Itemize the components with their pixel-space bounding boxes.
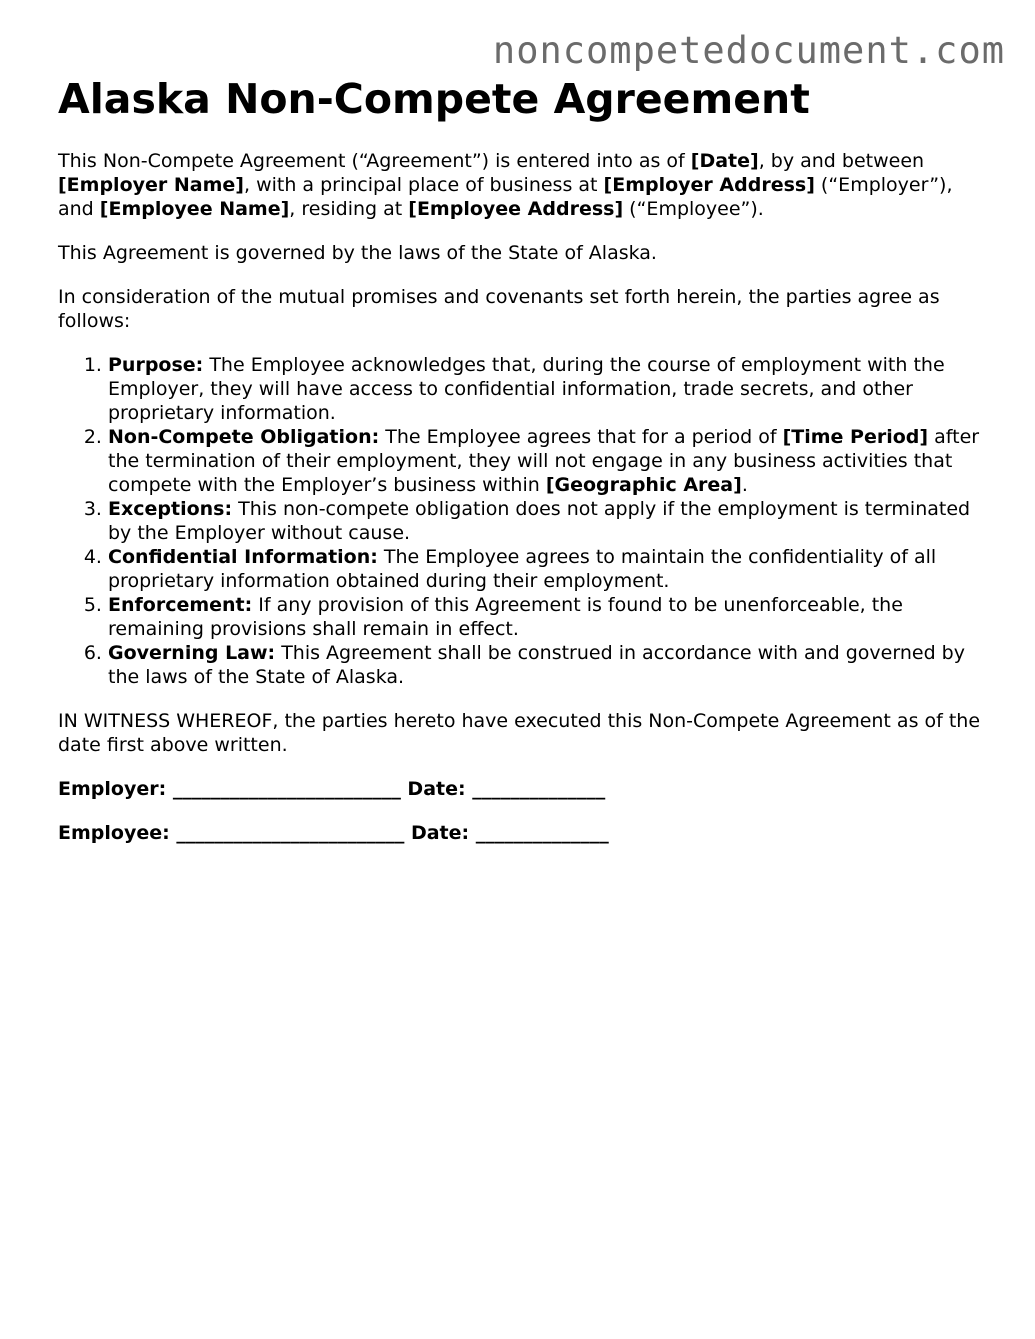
employer-name-placeholder: [Employer Name] <box>58 174 244 196</box>
clause-item <box>108 545 988 593</box>
employer-signature-blank: ________________________ <box>172 778 401 800</box>
clause-item <box>108 425 988 497</box>
clause-text: This non-compete obligation does not apply if the employment is terminated by the Employer without cause. <box>108 498 971 544</box>
employer-date-blank: ______________ <box>472 778 606 800</box>
watermark: noncompetedocument.com <box>492 29 1005 72</box>
employer-label: Employer: <box>58 778 173 800</box>
clause-text: The Employee agrees that for a period of <box>379 426 783 448</box>
consideration-paragraph: In consideration of the mutual promises and covenants set forth herein, the parties agree as follows: <box>58 286 940 332</box>
governing-statement: This Agreement is governed by the laws of the State of Alaska. <box>58 242 657 264</box>
employee-name-placeholder: [Employee Name] <box>99 198 290 220</box>
geographic-area-placeholder: [Geographic Area] <box>545 474 742 496</box>
employee-address-placeholder: [Employee Address] <box>408 198 624 220</box>
intro-text: (“Employer”), and <box>58 174 953 220</box>
employee-signature-blank: ________________________ <box>176 822 405 844</box>
clause-item <box>108 593 988 641</box>
clause-label: Enforcement: <box>108 594 253 616</box>
clause-item <box>108 497 988 545</box>
employee-date-label: Date: <box>404 822 476 844</box>
clause-text: The Employee acknowledges that, during the course of employment with the Employer, they will have access to confidential information, trade secrets, and other proprietary information. <box>108 354 945 424</box>
intro-paragraph <box>58 149 988 221</box>
clause-label: Confidential Information: <box>108 546 378 568</box>
witness-paragraph: IN WITNESS WHEREOF, the parties hereto have executed this Non-Compete Agreement as of the date first above written. <box>58 710 981 756</box>
intro-text: (“Employee”). <box>623 198 764 220</box>
intro-text: , with a principal place of business at <box>243 174 604 196</box>
clause-list <box>58 353 988 689</box>
intro-text: , residing at <box>289 198 409 220</box>
intro-text: , by and between <box>758 150 925 172</box>
employee-label: Employee: <box>58 822 177 844</box>
clause-text: The Employee agrees to maintain the confidentiality of all proprietary information obtained during their employment. <box>108 546 937 592</box>
document-page <box>58 72 988 845</box>
clause-item <box>108 353 988 425</box>
clause-item <box>108 641 988 689</box>
clause-label: Exceptions: <box>108 498 233 520</box>
clause-label: Non-Compete Obligation: <box>108 426 380 448</box>
employer-date-label: Date: <box>400 778 473 800</box>
employer-signature-line <box>58 777 988 801</box>
time-period-placeholder: [Time Period] <box>782 426 929 448</box>
employee-date-blank: ______________ <box>475 822 609 844</box>
date-placeholder: [Date] <box>690 150 759 172</box>
employee-signature-line <box>58 821 988 845</box>
intro-text: This Non-Compete Agreement (“Agreement”) is entered into as of <box>58 150 691 172</box>
document-title: Alaska Non-Compete Agreement <box>58 75 810 123</box>
clause-label: Governing Law: <box>108 642 276 664</box>
clause-text: . <box>741 474 748 496</box>
clause-text: If any provision of this Agreement is found to be unenforceable, the remaining provisions shall remain in effect. <box>108 594 903 640</box>
clause-label: Purpose: <box>108 354 204 376</box>
clause-text: after the termination of their employment, they will not engage in any business activities that compete with the Employer’s business within <box>108 426 980 496</box>
clause-text: This Agreement shall be construed in accordance with and governed by the laws of the State of Alaska. <box>108 642 965 688</box>
employer-address-placeholder: [Employer Address] <box>603 174 815 196</box>
